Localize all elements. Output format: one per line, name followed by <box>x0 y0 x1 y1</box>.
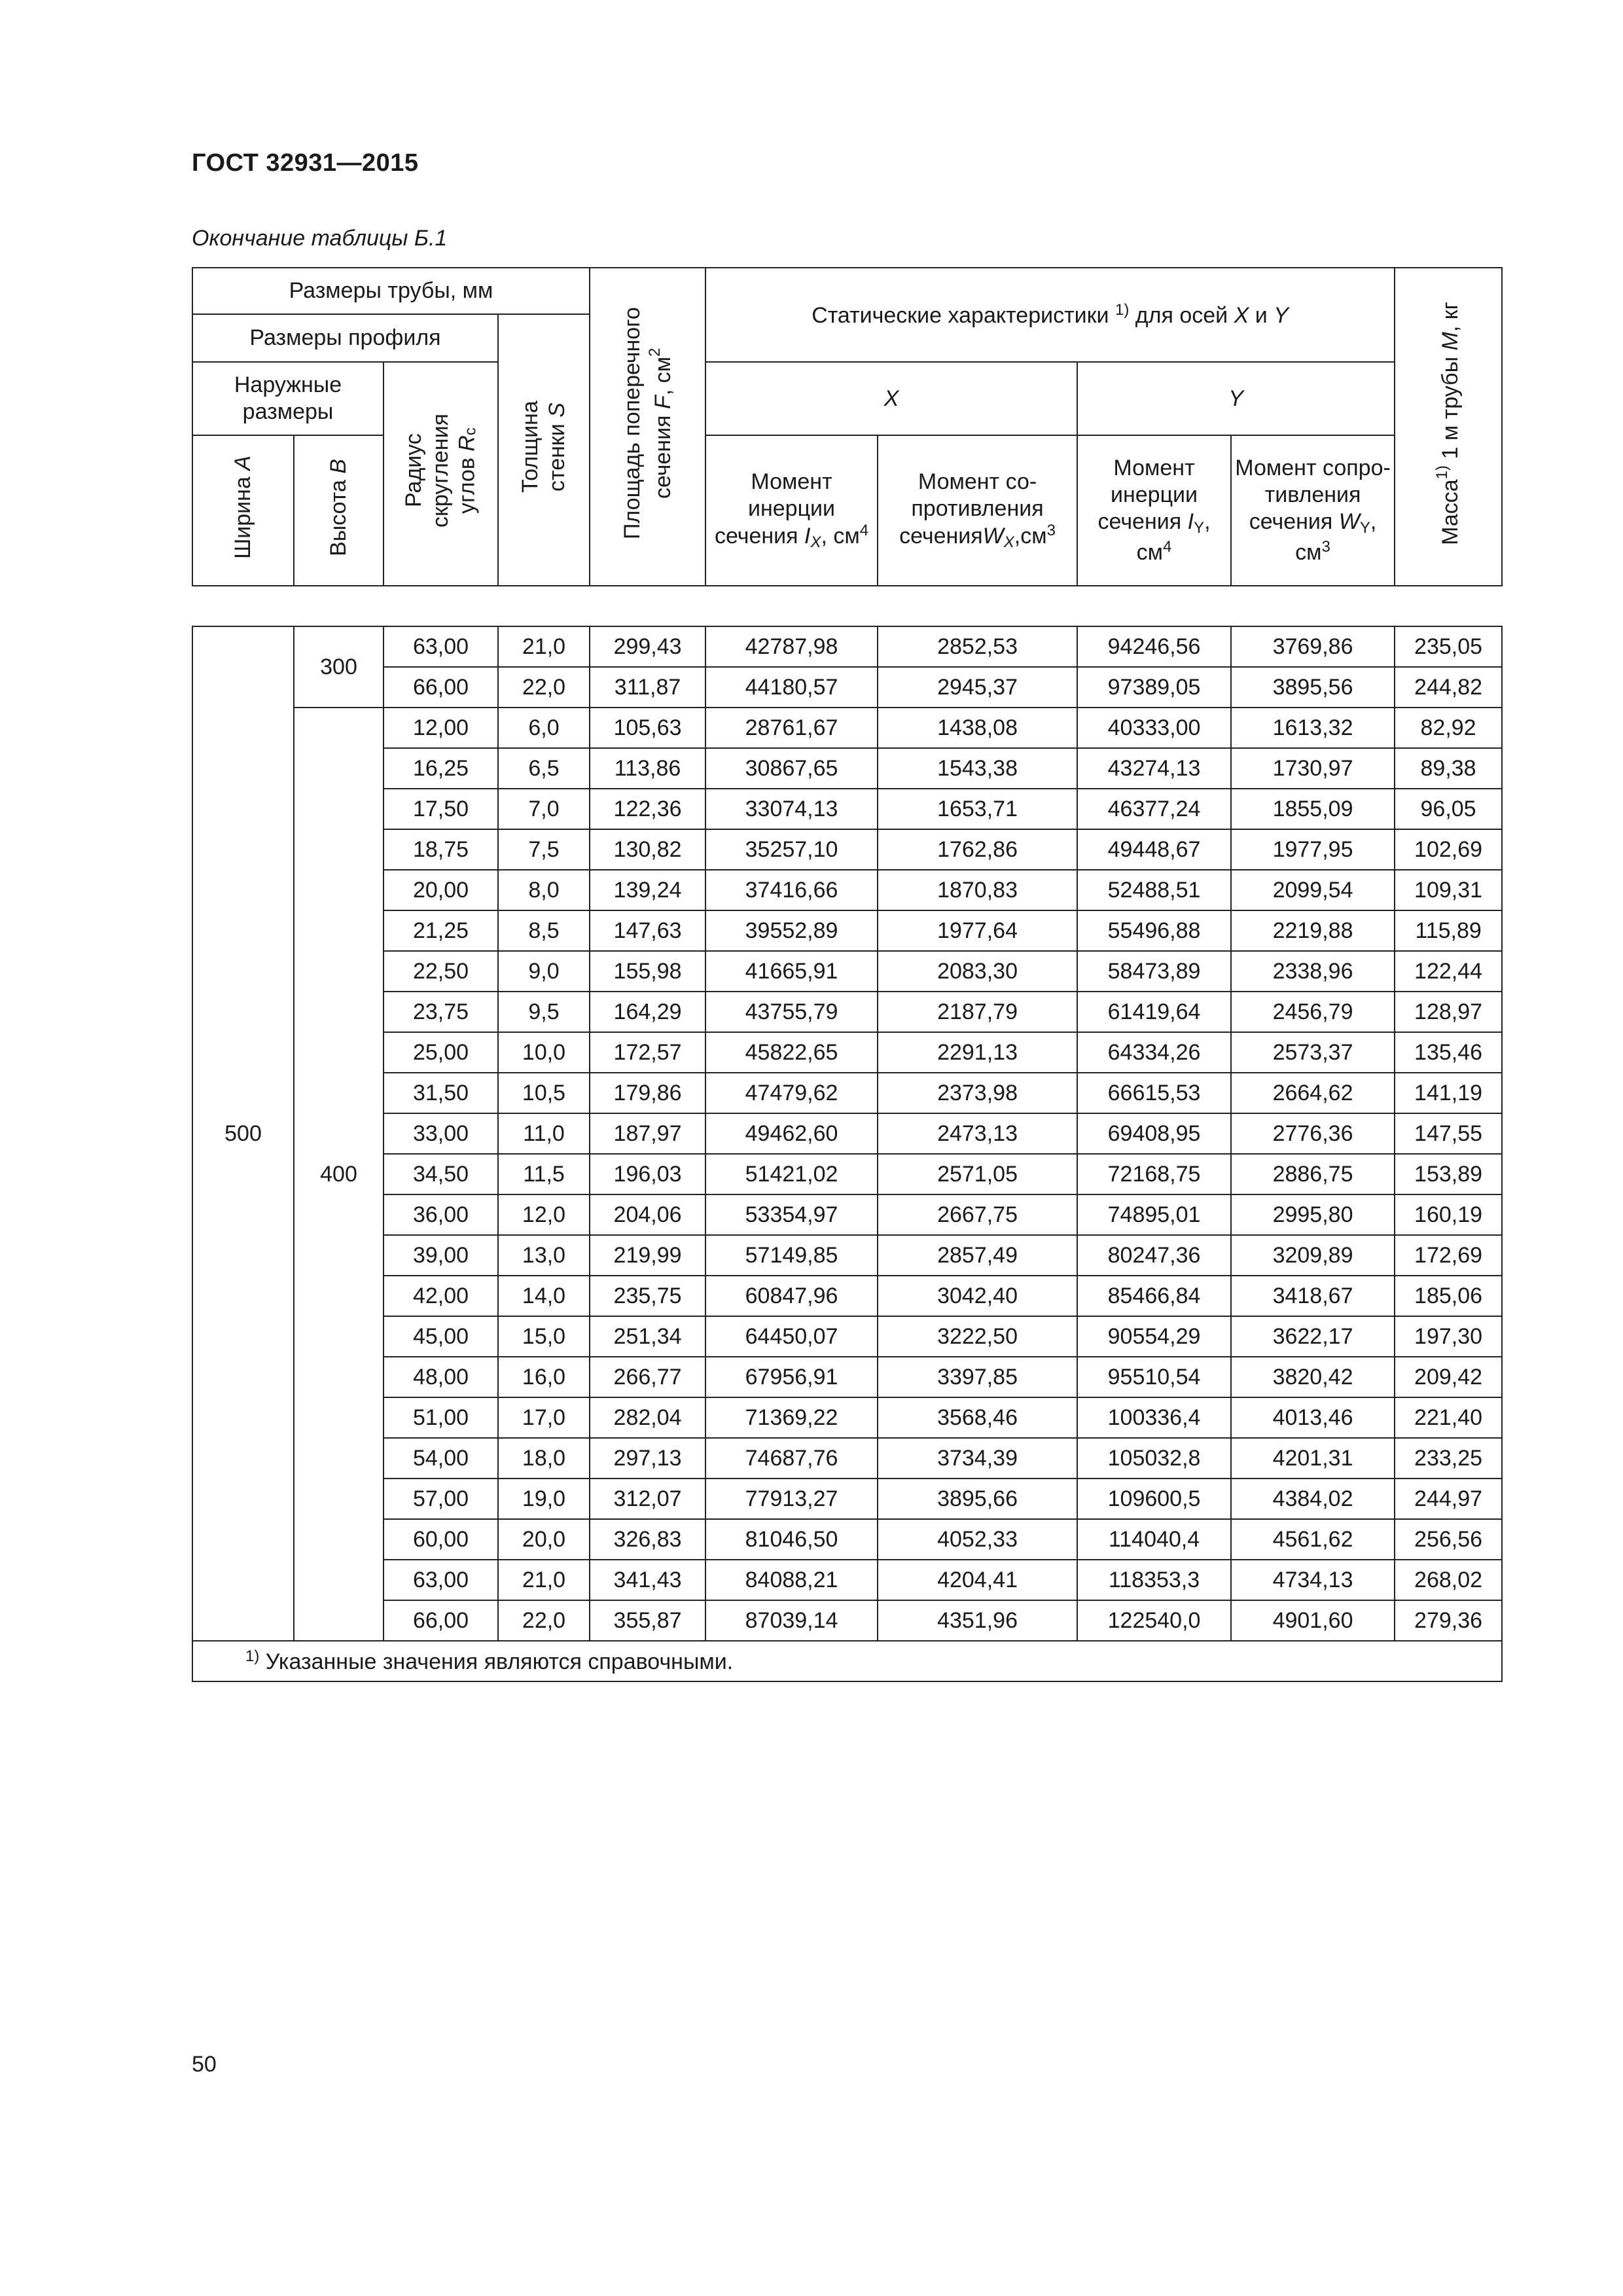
table-row <box>192 789 1502 829</box>
table-cell: 2219,88 <box>1231 910 1395 951</box>
table-cell: 209,42 <box>1395 1357 1502 1397</box>
table-cell: 355,87 <box>590 1600 705 1641</box>
table-cell: 77913,27 <box>705 1479 878 1519</box>
table-cell: 43755,79 <box>705 992 878 1032</box>
data-table <box>192 267 1503 1682</box>
table-cell: 22,0 <box>498 1600 590 1641</box>
table-cell: 1977,95 <box>1231 829 1395 870</box>
height-cell: 300 <box>294 626 383 708</box>
table-cell: 1870,83 <box>878 870 1077 910</box>
table-cell: 109,31 <box>1395 870 1502 910</box>
table-cell: 63,00 <box>383 1560 498 1600</box>
table-cell: 51421,02 <box>705 1154 878 1194</box>
table-cell: 74895,01 <box>1077 1194 1231 1235</box>
table-cell: 25,00 <box>383 1032 498 1073</box>
table-cell: 35257,10 <box>705 829 878 870</box>
table-cell: 16,0 <box>498 1357 590 1397</box>
table-cell: 135,46 <box>1395 1032 1502 1073</box>
table-cell: 2667,75 <box>878 1194 1077 1235</box>
table-row <box>192 1479 1502 1519</box>
table-cell: 2083,30 <box>878 951 1077 992</box>
table-cell: 15,0 <box>498 1316 590 1357</box>
table-cell: 39552,89 <box>705 910 878 951</box>
header-inertia-y: Момент инерции сечения $I_Y$, $см^4$ <box>1077 435 1231 586</box>
table-cell: 185,06 <box>1395 1276 1502 1316</box>
table-cell: 94246,56 <box>1077 626 1231 667</box>
table-cell: 42787,98 <box>705 626 878 667</box>
table-cell: 81046,50 <box>705 1519 878 1560</box>
header-wall-thickness: Толщина стенки S <box>498 314 590 586</box>
document-title: ГОСТ 32931—2015 <box>192 149 419 177</box>
table-cell: 52488,51 <box>1077 870 1231 910</box>
table-row <box>192 1357 1502 1397</box>
table-cell: 20,0 <box>498 1519 590 1560</box>
header-width: Ширина A <box>192 435 294 586</box>
table-cell: 2886,75 <box>1231 1154 1395 1194</box>
table-cell: 160,19 <box>1395 1194 1502 1235</box>
table-cell: 17,50 <box>383 789 498 829</box>
table-cell: 2776,36 <box>1231 1113 1395 1154</box>
table-cell: 105,63 <box>590 708 705 748</box>
table-cell: 60847,96 <box>705 1276 878 1316</box>
table-cell: 17,0 <box>498 1397 590 1438</box>
table-cell: 128,97 <box>1395 992 1502 1032</box>
table-row <box>192 829 1502 870</box>
header-outer-dimensions: Наружные размеры <box>192 362 383 435</box>
table-cell: 69408,95 <box>1077 1113 1231 1154</box>
table-row <box>192 1600 1502 1641</box>
header-separator <box>192 586 1502 626</box>
table-cell: 268,02 <box>1395 1560 1502 1600</box>
table-cell: 221,40 <box>1395 1397 1502 1438</box>
table-cell: 22,0 <box>498 667 590 708</box>
table-cell: 4013,46 <box>1231 1397 1395 1438</box>
table-cell: 4204,41 <box>878 1560 1077 1600</box>
table-cell: 1855,09 <box>1231 789 1395 829</box>
table-cell: 244,82 <box>1395 667 1502 708</box>
table-cell: 3769,86 <box>1231 626 1395 667</box>
table-cell: 45822,65 <box>705 1032 878 1073</box>
table-row <box>192 1113 1502 1154</box>
table-cell: 197,30 <box>1395 1316 1502 1357</box>
table-cell: 19,0 <box>498 1479 590 1519</box>
table-cell: 44180,57 <box>705 667 878 708</box>
table-cell: 66,00 <box>383 1600 498 1641</box>
table-cell: 10,0 <box>498 1032 590 1073</box>
table-cell: 66,00 <box>383 667 498 708</box>
table-row <box>192 1073 1502 1113</box>
table-cell: 11,5 <box>498 1154 590 1194</box>
header-pipe-dimensions: Размеры трубы, мм <box>192 268 590 314</box>
table-cell: 3734,39 <box>878 1438 1077 1479</box>
table-cell: 28761,67 <box>705 708 878 748</box>
table-cell: 31,50 <box>383 1073 498 1113</box>
header-height: Высота B <box>294 435 383 586</box>
table-cell: 60,00 <box>383 1519 498 1560</box>
table-cell: 235,75 <box>590 1276 705 1316</box>
table-cell: 30867,65 <box>705 748 878 789</box>
footnote: $^{1)}$ Указанные значения являются справочными. <box>192 1641 1502 1681</box>
table-cell: 155,98 <box>590 951 705 992</box>
header-axis-y: Y <box>1077 362 1395 435</box>
table-row <box>192 667 1502 708</box>
table-cell: 48,00 <box>383 1357 498 1397</box>
table-cell: 6,0 <box>498 708 590 748</box>
table-row <box>192 708 1502 748</box>
table-cell: 97389,05 <box>1077 667 1231 708</box>
table-cell: 8,0 <box>498 870 590 910</box>
table-cell: 33074,13 <box>705 789 878 829</box>
header-area: Площадь поперечного сечения F, $см^2$ <box>590 268 705 586</box>
table-cell: 139,24 <box>590 870 705 910</box>
table-cell: 21,25 <box>383 910 498 951</box>
table-cell: 33,00 <box>383 1113 498 1154</box>
table-row <box>192 1519 1502 1560</box>
table-cell: 3418,67 <box>1231 1276 1395 1316</box>
table-cell: 2099,54 <box>1231 870 1395 910</box>
header-profile-dimensions: Размеры профиля <box>192 314 498 362</box>
table-cell: 64450,07 <box>705 1316 878 1357</box>
table-cell: 2664,62 <box>1231 1073 1395 1113</box>
table-cell: 18,0 <box>498 1438 590 1479</box>
table-cell: 122,36 <box>590 789 705 829</box>
table-cell: 172,57 <box>590 1032 705 1073</box>
header-mass: Масса$^{1)}$ 1 м трубы M, кг <box>1395 268 1502 586</box>
table-cell: 3568,46 <box>878 1397 1077 1438</box>
table-cell: 4201,31 <box>1231 1438 1395 1479</box>
table-cell: 1613,32 <box>1231 708 1395 748</box>
table-cell: 12,0 <box>498 1194 590 1235</box>
table-cell: 18,75 <box>383 829 498 870</box>
table-cell: 1438,08 <box>878 708 1077 748</box>
table-cell: 22,50 <box>383 951 498 992</box>
table-cell: 312,07 <box>590 1479 705 1519</box>
table-cell: 85466,84 <box>1077 1276 1231 1316</box>
table-cell: 2857,49 <box>878 1235 1077 1276</box>
table-cell: 2995,80 <box>1231 1194 1395 1235</box>
table-cell: 2571,05 <box>878 1154 1077 1194</box>
header-corner-radius: Радиус скругления углов $R_c$ <box>383 362 498 586</box>
table-row <box>192 1316 1502 1357</box>
table-cell: 100336,4 <box>1077 1397 1231 1438</box>
table-cell: 1543,38 <box>878 748 1077 789</box>
table-cell: 297,13 <box>590 1438 705 1479</box>
table-cell: 45,00 <box>383 1316 498 1357</box>
table-cell: 3397,85 <box>878 1357 1077 1397</box>
table-cell: 341,43 <box>590 1560 705 1600</box>
table-cell: 1977,64 <box>878 910 1077 951</box>
table-cell: 20,00 <box>383 870 498 910</box>
table-cell: 4351,96 <box>878 1600 1077 1641</box>
table-cell: 41665,91 <box>705 951 878 992</box>
table-row <box>192 1397 1502 1438</box>
table-cell: 49448,67 <box>1077 829 1231 870</box>
table-cell: 34,50 <box>383 1154 498 1194</box>
table-row <box>192 910 1502 951</box>
table-row <box>192 748 1502 789</box>
table-cell: 2291,13 <box>878 1032 1077 1073</box>
table-cell: 9,0 <box>498 951 590 992</box>
table-cell: 147,63 <box>590 910 705 951</box>
table-cell: 311,87 <box>590 667 705 708</box>
table-cell: 13,0 <box>498 1235 590 1276</box>
table-cell: 2338,96 <box>1231 951 1395 992</box>
header-resistance-y: Момент сопро-тивления сечения $W_Y$, $см^3$ <box>1231 435 1395 586</box>
table-cell: 113,86 <box>590 748 705 789</box>
table-cell: 2373,98 <box>878 1073 1077 1113</box>
table-cell: 87039,14 <box>705 1600 878 1641</box>
table-cell: 115,89 <box>1395 910 1502 951</box>
table-cell: 89,38 <box>1395 748 1502 789</box>
table-row <box>192 870 1502 910</box>
table-cell: 2187,79 <box>878 992 1077 1032</box>
table-cell: 55496,88 <box>1077 910 1231 951</box>
table-cell: 3895,66 <box>878 1479 1077 1519</box>
table-cell: 10,5 <box>498 1073 590 1113</box>
table-cell: 3622,17 <box>1231 1316 1395 1357</box>
table-cell: 2945,37 <box>878 667 1077 708</box>
table-cell: 43274,13 <box>1077 748 1231 789</box>
table-row <box>192 1276 1502 1316</box>
table-cell: 130,82 <box>590 829 705 870</box>
table-cell: 279,36 <box>1395 1600 1502 1641</box>
table-cell: 8,5 <box>498 910 590 951</box>
table-cell: 2473,13 <box>878 1113 1077 1154</box>
table-cell: 2573,37 <box>1231 1032 1395 1073</box>
table-cell: 4734,13 <box>1231 1560 1395 1600</box>
table-cell: 80247,36 <box>1077 1235 1231 1276</box>
table-caption: Окончание таблицы Б.1 <box>192 226 448 251</box>
table-cell: 179,86 <box>590 1073 705 1113</box>
table-cell: 196,03 <box>590 1154 705 1194</box>
table-cell: 1653,71 <box>878 789 1077 829</box>
table-cell: 251,34 <box>590 1316 705 1357</box>
table-cell: 256,56 <box>1395 1519 1502 1560</box>
table-cell: 57,00 <box>383 1479 498 1519</box>
table-cell: 3209,89 <box>1231 1235 1395 1276</box>
table-cell: 36,00 <box>383 1194 498 1235</box>
table-cell: 235,05 <box>1395 626 1502 667</box>
table-cell: 109600,5 <box>1077 1479 1231 1519</box>
table-cell: 2852,53 <box>878 626 1077 667</box>
table-cell: 42,00 <box>383 1276 498 1316</box>
table-cell: 21,0 <box>498 626 590 667</box>
table-cell: 4561,62 <box>1231 1519 1395 1560</box>
table-cell: 72168,75 <box>1077 1154 1231 1194</box>
table-row <box>192 1560 1502 1600</box>
table-cell: 11,0 <box>498 1113 590 1154</box>
table-cell: 61419,64 <box>1077 992 1231 1032</box>
table-cell: 3222,50 <box>878 1316 1077 1357</box>
table-cell: 1730,97 <box>1231 748 1395 789</box>
table-cell: 219,99 <box>590 1235 705 1276</box>
table-cell: 82,92 <box>1395 708 1502 748</box>
table-cell: 23,75 <box>383 992 498 1032</box>
table-cell: 299,43 <box>590 626 705 667</box>
table-cell: 2456,79 <box>1231 992 1395 1032</box>
header-axis-x: X <box>705 362 1077 435</box>
table-cell: 51,00 <box>383 1397 498 1438</box>
table-cell: 54,00 <box>383 1438 498 1479</box>
table-cell: 74687,76 <box>705 1438 878 1479</box>
table-cell: 153,89 <box>1395 1154 1502 1194</box>
page-number: 50 <box>192 2052 217 2077</box>
table-cell: 172,69 <box>1395 1235 1502 1276</box>
table-row <box>192 626 1502 667</box>
table-cell: 95510,54 <box>1077 1357 1231 1397</box>
table-cell: 122540,0 <box>1077 1600 1231 1641</box>
table-cell: 84088,21 <box>705 1560 878 1600</box>
table-body <box>192 586 1502 1641</box>
table-cell: 49462,60 <box>705 1113 878 1154</box>
table-cell: 105032,8 <box>1077 1438 1231 1479</box>
table-row <box>192 1235 1502 1276</box>
table-cell: 67956,91 <box>705 1357 878 1397</box>
table-cell: 4052,33 <box>878 1519 1077 1560</box>
table-row <box>192 1032 1502 1073</box>
table-cell: 118353,3 <box>1077 1560 1231 1600</box>
table-cell: 12,00 <box>383 708 498 748</box>
table-cell: 114040,4 <box>1077 1519 1231 1560</box>
table-cell: 164,29 <box>590 992 705 1032</box>
table-cell: 39,00 <box>383 1235 498 1276</box>
header-resistance-x: Момент со-противления $сеченияW_X,см^3$ <box>878 435 1077 586</box>
table-cell: 64334,26 <box>1077 1032 1231 1073</box>
table-cell: 66615,53 <box>1077 1073 1231 1113</box>
table-cell: 4901,60 <box>1231 1600 1395 1641</box>
table-row <box>192 1438 1502 1479</box>
table-cell: 96,05 <box>1395 789 1502 829</box>
table-cell: 21,0 <box>498 1560 590 1600</box>
table-cell: 102,69 <box>1395 829 1502 870</box>
table-cell: 58473,89 <box>1077 951 1231 992</box>
header-static-characteristics: Статические характеристики $^{1)}$ для осей X и Y <box>705 268 1395 362</box>
table-cell: 244,97 <box>1395 1479 1502 1519</box>
table-cell: 47479,62 <box>705 1073 878 1113</box>
table-cell: 7,5 <box>498 829 590 870</box>
table-cell: 122,44 <box>1395 951 1502 992</box>
table-cell: 46377,24 <box>1077 789 1231 829</box>
table-cell: 3042,40 <box>878 1276 1077 1316</box>
table-cell: 90554,29 <box>1077 1316 1231 1357</box>
table-cell: 147,55 <box>1395 1113 1502 1154</box>
table-cell: 326,83 <box>590 1519 705 1560</box>
table-cell: 204,06 <box>590 1194 705 1235</box>
table-row <box>192 951 1502 992</box>
table-cell: 57149,85 <box>705 1235 878 1276</box>
table-cell: 6,5 <box>498 748 590 789</box>
width-cell: 500 <box>192 626 294 1641</box>
table-cell: 71369,22 <box>705 1397 878 1438</box>
table-cell: 7,0 <box>498 789 590 829</box>
table-cell: 233,25 <box>1395 1438 1502 1479</box>
table-cell: 4384,02 <box>1231 1479 1395 1519</box>
table-cell: 63,00 <box>383 626 498 667</box>
table-cell: 9,5 <box>498 992 590 1032</box>
table-cell: 3820,42 <box>1231 1357 1395 1397</box>
table-cell: 187,97 <box>590 1113 705 1154</box>
table-cell: 16,25 <box>383 748 498 789</box>
table-row <box>192 1154 1502 1194</box>
table-cell: 3895,56 <box>1231 667 1395 708</box>
table-row <box>192 1194 1502 1235</box>
table-row <box>192 992 1502 1032</box>
table-cell: 53354,97 <box>705 1194 878 1235</box>
table-cell: 40333,00 <box>1077 708 1231 748</box>
table-cell: 282,04 <box>590 1397 705 1438</box>
table-cell: 141,19 <box>1395 1073 1502 1113</box>
table-cell: 37416,66 <box>705 870 878 910</box>
table-cell: 1762,86 <box>878 829 1077 870</box>
header-inertia-x: Момент инерции сечения $I_X$, $см^4$ <box>705 435 878 586</box>
table-cell: 14,0 <box>498 1276 590 1316</box>
height-cell: 400 <box>294 708 383 1641</box>
table-cell: 266,77 <box>590 1357 705 1397</box>
